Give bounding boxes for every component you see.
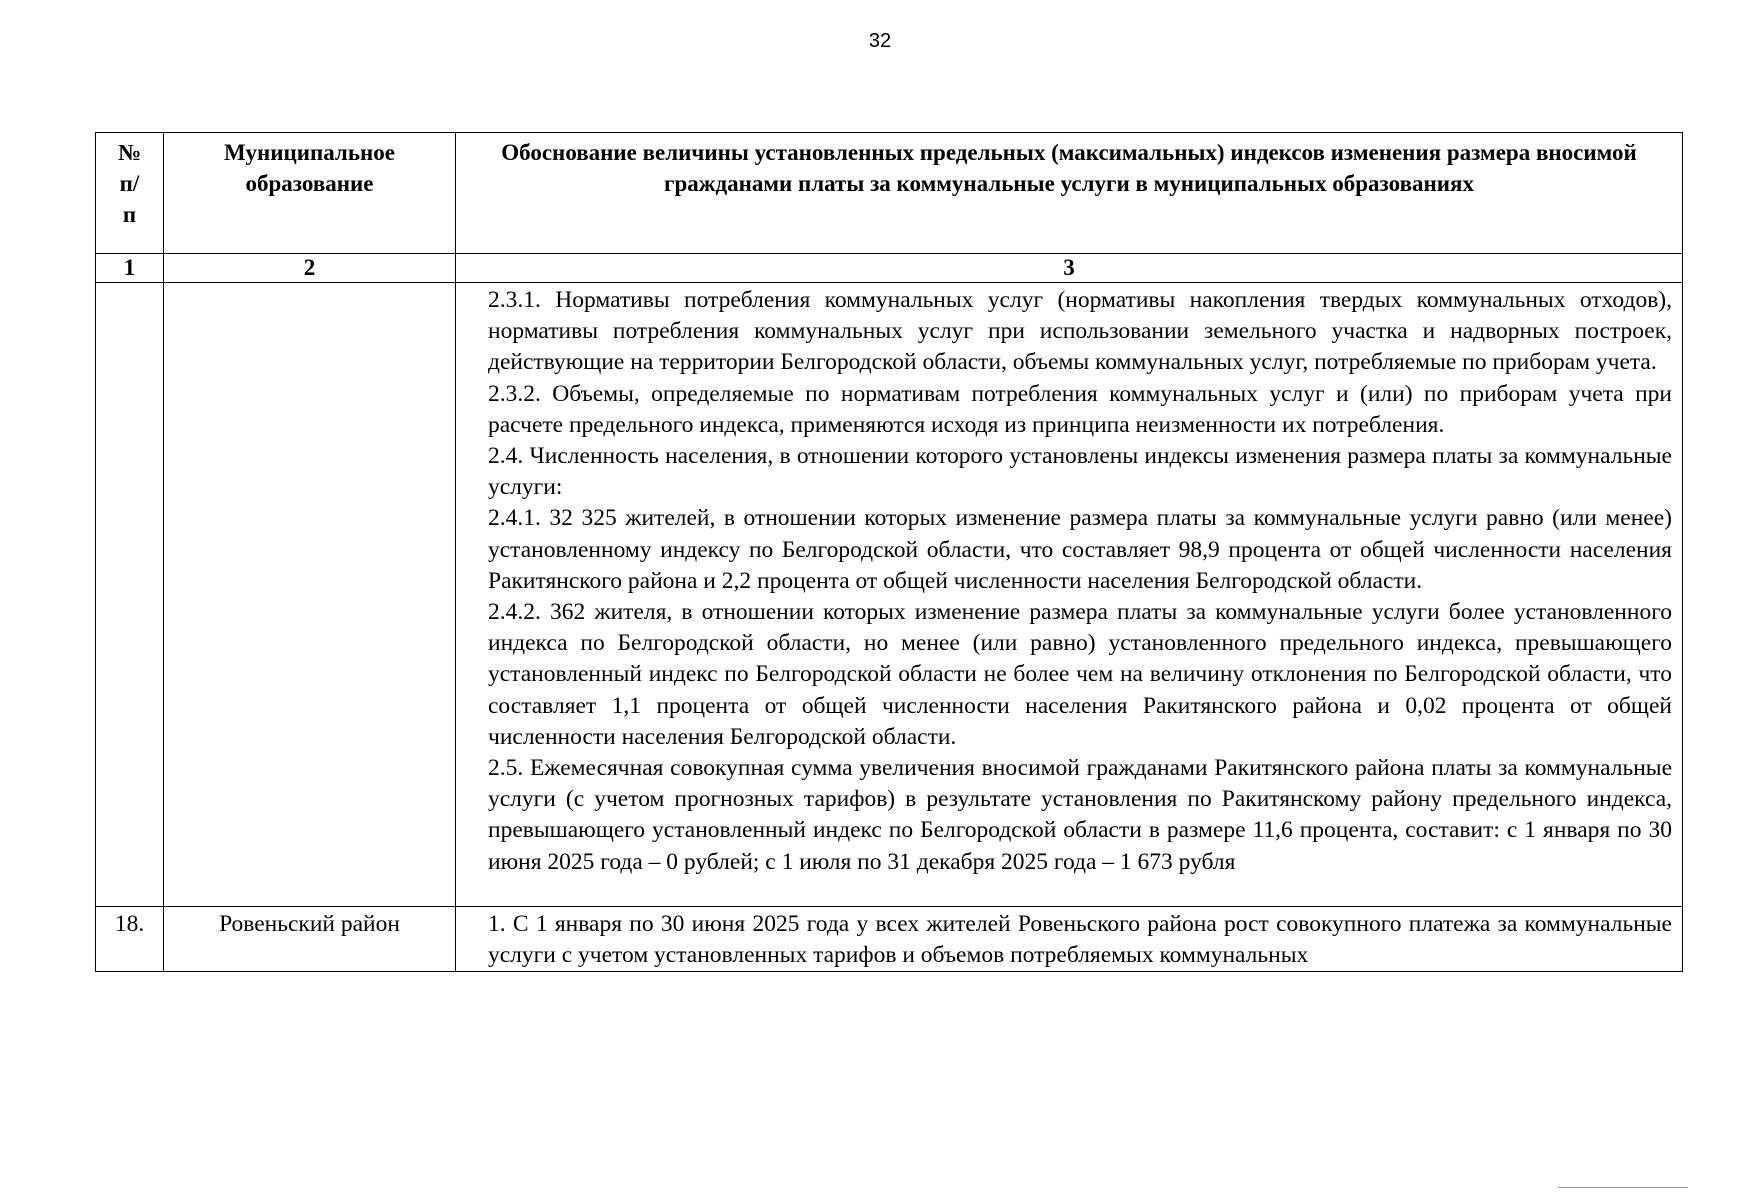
column-number-1: 1 [96, 254, 164, 283]
column-number-3: 3 [456, 254, 1683, 283]
table-row-continued [96, 283, 1683, 907]
justification-table [95, 132, 1683, 972]
header-municipality: Муниципальное образование [164, 133, 456, 254]
table-header-row [96, 133, 1683, 254]
footer-divider [1558, 1187, 1688, 1188]
row-municipality-cell [164, 283, 456, 907]
row-content-cell [456, 283, 1683, 907]
row-18-num: 18. [96, 906, 164, 971]
paragraph-2-4: 2.4. Численность населения, в отношении которого установлены индексы изменения размера платы за коммунальные услуги: [488, 443, 1672, 501]
table-row-18 [96, 906, 1683, 971]
column-number-row [96, 254, 1683, 283]
row-18-content [456, 906, 1683, 971]
page-number: 32 [868, 30, 892, 52]
paragraph-2-4-1: 2.4.1. 32 325 жителей, в отношении которых изменение размера платы за коммунальные услуги равно (или менее) установленному индексу по Белгородской области, что составляет 98,9 процента от общей численности населения Ракитянского района и 2,2 процента от общей численности населения Белгородской области. [488, 505, 1672, 594]
paragraph-2-3-1: 2.3.1. Нормативы потребления коммунальных услуг (нормативы накопления твердых коммунальных отходов), нормативы потребления коммунальных услуг при использовании земельного участка и надворных построек, действующие на территории Белгородской области, объемы коммунальных услуг, потребляемые по приборам учета. [488, 287, 1672, 376]
paragraph-2-4-2: 2.4.2. 362 жителя, в отношении которых изменение размера платы за коммунальные услуги более установленного индекса по Белгородской области, но менее (или равно) установленного предельного индекса, превышающего установленный индекс по Белгородской области не более чем на величину отклонения по Белгородской области, что составляет 1,1 процента от общей численности населения Ракитянского района и 0,02 процента от общей численности населения Белгородской области. [488, 599, 1672, 750]
paragraph-18-1: 1. С 1 января по 30 июня 2025 года у всех жителей Ровеньского района рост совокупного платежа за коммунальные услуги с учетом установленных тарифов и объемов потребляемых коммунальных [488, 910, 1672, 969]
row-18-municipality: Ровеньский район [164, 906, 456, 971]
header-justification: Обоснование величины установленных предельных (максимальных) индексов изменения размера вносимой гражданами платы за коммунальные услуги в муниципальных образованиях [456, 133, 1683, 254]
paragraph-2-5: 2.5. Ежемесячная совокупная сумма увеличения вносимой гражданами Ракитянского района платы за коммунальные услуги (с учетом прогнозных тарифов) в результате установления по Ракитянскому району предельного индекса, превышающего установленный индекс по Белгородской области в размере 11,6 процента, составит: с 1 января по 30 июня 2025 года – 0 рублей; с 1 июля по 31 декабря 2025 года – 1 673 рубля [488, 755, 1672, 875]
column-number-2: 2 [164, 254, 456, 283]
row-num-cell [96, 283, 164, 907]
header-num: № п/п [96, 133, 164, 254]
paragraph-2-3-2: 2.3.2. Объемы, определяемые по нормативам потребления коммунальных услуг и (или) по приборам учета при расчете предельного индекса, применяются исходя из принципа неизменности их потребления. [488, 380, 1672, 438]
